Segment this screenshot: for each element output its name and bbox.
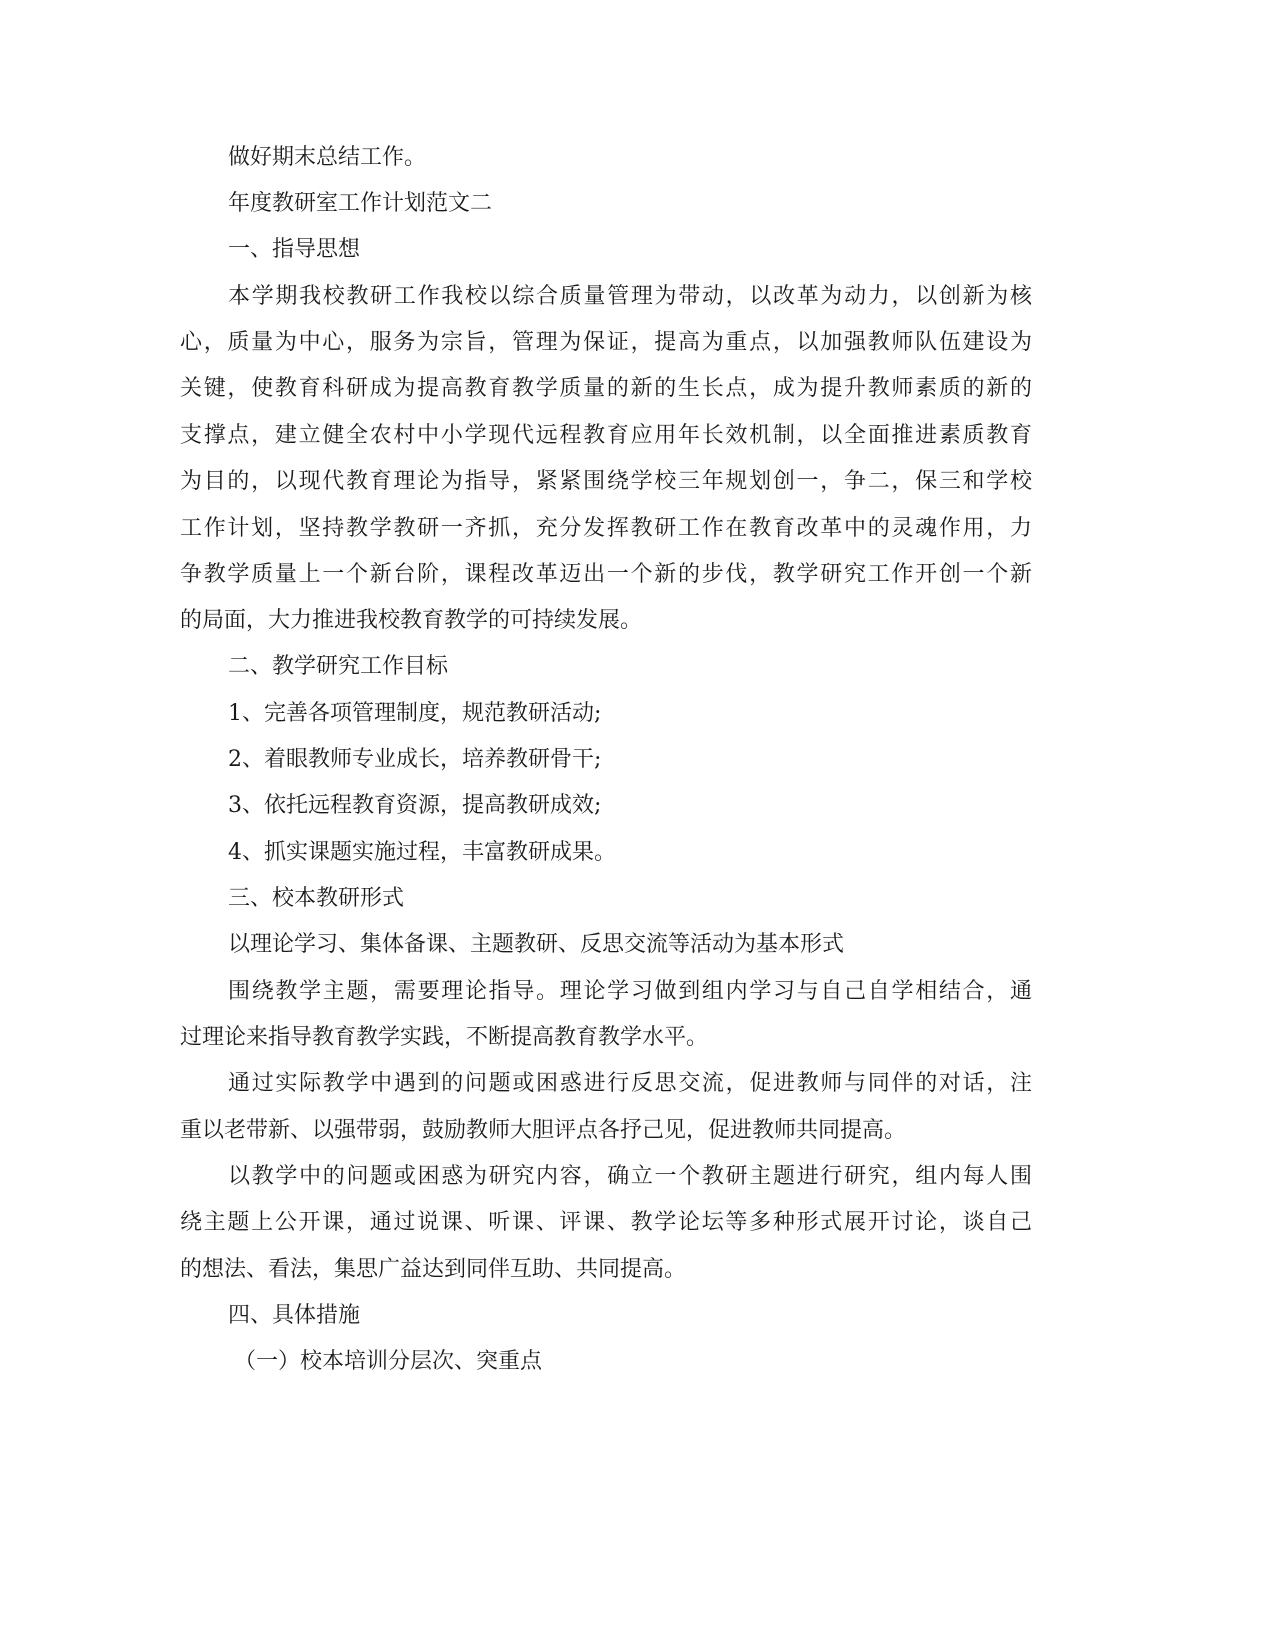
section-heading-specific-measures: 四、具体措施 [228,1303,361,1328]
closing-sentence: 做好期末总结工作。 [228,145,427,170]
paragraph-line: 以理论学习、集体备课、主题教研、反思交流等活动为基本形式 [228,932,845,957]
paragraph-line: 关键，使教育科研成为提高教育教学质量的新的生长点，成为提升教师素质的新的 [180,376,1032,401]
paragraph-line: 工作计划，坚持教学教研一齐抓，充分发挥教研工作在教育改革中的灵魂作用，力 [180,516,1032,541]
section-heading-guiding-ideology: 一、指导思想 [228,237,361,262]
paragraph-line: 过理论来指导教育教学实践，不断提高教育教学水平。 [180,1025,709,1050]
section-heading-research-goals: 二、教学研究工作目标 [228,654,449,679]
paragraph-line: 支撑点，建立健全农村中小学现代远程教育应用年长效机制，以全面推进素质教育 [180,423,1032,448]
paragraph-line: 心，质量为中心，服务为宗旨，管理为保证，提高为重点，以加强教师队伍建设为 [180,330,1032,355]
document-title: 年度教研室工作计划范文二 [228,191,493,216]
paragraph-line: 的想法、看法，集思广益达到同伴互助、共同提高。 [180,1257,687,1282]
paragraph-line: 以教学中的问题或困惑为研究内容，确立一个教研主题进行研究，组内每人围 [228,1164,1032,1189]
paragraph-line: 绕主题上公开课，通过说课、听课、评课、教学论坛等多种形式展开讨论，谈自己 [180,1210,1032,1235]
goal-item: 4、抓实课题实施过程，丰富教研成果。 [228,840,616,865]
paragraph-line: 围绕教学主题，需要理论指导。理论学习做到组内学习与自己自学相结合，通 [228,979,1032,1004]
subsection-heading: （一）校本培训分层次、突重点 [234,1349,543,1374]
paragraph-line: 重以老带新、以强带弱，鼓励教师大胆评点各抒己见，促进教师共同提高。 [180,1118,907,1143]
paragraph-line: 为目的，以现代教育理论为指导，紧紧围绕学校三年规划创一，争二，保三和学校 [180,469,1032,494]
goal-item: 3、依托远程教育资源，提高教研成效; [228,793,602,818]
goal-item: 2、着眼教师专业成长，培养教研骨干; [228,747,602,772]
paragraph-line: 本学期我校教研工作我校以综合质量管理为带动，以改革为动力，以创新为核 [228,284,1032,309]
goal-item: 1、完善各项管理制度，规范教研活动; [228,701,602,726]
paragraph-line: 争教学质量上一个新台阶，课程改革迈出一个新的步伐，教学研究工作开创一个新 [180,562,1032,587]
paragraph-line: 的局面，大力推进我校教育教学的可持续发展。 [180,608,643,633]
section-heading-research-forms: 三、校本教研形式 [228,886,405,911]
paragraph-line: 通过实际教学中遇到的问题或困惑进行反思交流，促进教师与同伴的对话，注 [228,1071,1032,1096]
